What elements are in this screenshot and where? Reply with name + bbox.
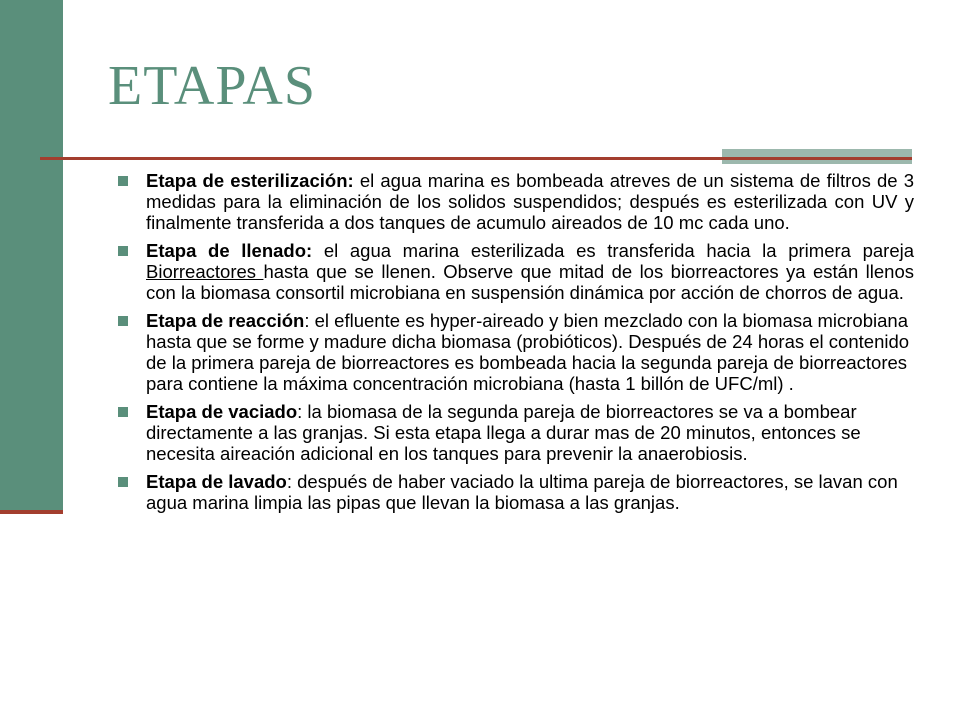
bullet-text: : la biomasa de la segunda pareja de biorreactores se va a bombear directamente a las granjas. Si esta etapa llega a durar mas de 20 minutos, entonces se necesita aireación adicional en los tanques para prevenir la anaerobiosis. <box>146 401 861 464</box>
bullet-vaciado <box>118 401 914 464</box>
square-bullet-icon <box>118 477 128 487</box>
bullet-heading: Etapa de esterilización: <box>146 170 354 191</box>
bullet-text: el agua marina es bombeada atreves de un sistema de filtros de 3 medidas para la eliminación de los solidos suspendidos; después es esterilizada con UV y finalmente transferida a dos tanques de acumulo aireados de 10 mc cada uno. <box>146 170 914 233</box>
bullet-heading: Etapa de vaciado <box>146 401 298 422</box>
title-divider-accent-top <box>722 149 912 157</box>
bullet-heading: Etapa de reacción <box>146 310 305 331</box>
title-divider-accent-bottom <box>722 160 912 164</box>
bullet-heading: Etapa de llenado: <box>146 240 313 261</box>
square-bullet-icon <box>118 176 128 186</box>
bullet-text-continued: hasta que se llenen. Observe que mitad de los biorreactores ya están llenos con la biomasa consortil microbiana en suspensión dinámica por acción de chorros de agua. <box>146 261 914 303</box>
biorreactores-link[interactable]: Biorreactores <box>146 261 264 282</box>
left-accent-bar <box>0 0 63 510</box>
slide-title: ETAPAS <box>108 55 316 117</box>
bullet-llenado <box>118 240 914 303</box>
bullet-heading: Etapa de lavado <box>146 471 287 492</box>
bullet-text: : después de haber vaciado la ultima pareja de biorreactores, se lavan con agua marina limpia las pipas que llevan la biomasa a las granjas. <box>146 471 898 513</box>
square-bullet-icon <box>118 316 128 326</box>
square-bullet-icon <box>118 246 128 256</box>
bullet-text: el agua marina esterilizada es transferida hacia la primera pareja <box>312 240 915 261</box>
bullet-reaccion <box>118 310 914 394</box>
bullet-text: : el efluente es hyper-aireado y bien mezclado con la biomasa microbiana hasta que se forme y madure dicha biomasa (probióticos). Después de 24 horas el contenido de la primera pareja de biorreactores es bombeada hacia la segunda pareja de biorreactores para contiene la máxima concentración microbiana (hasta 1 billón de UFC/ml) . <box>146 310 910 394</box>
bullet-esterilizacion <box>118 170 914 233</box>
square-bullet-icon <box>118 407 128 417</box>
bullet-lavado <box>118 471 914 513</box>
bullet-list <box>118 170 914 520</box>
left-accent-bar-edge <box>0 510 63 514</box>
